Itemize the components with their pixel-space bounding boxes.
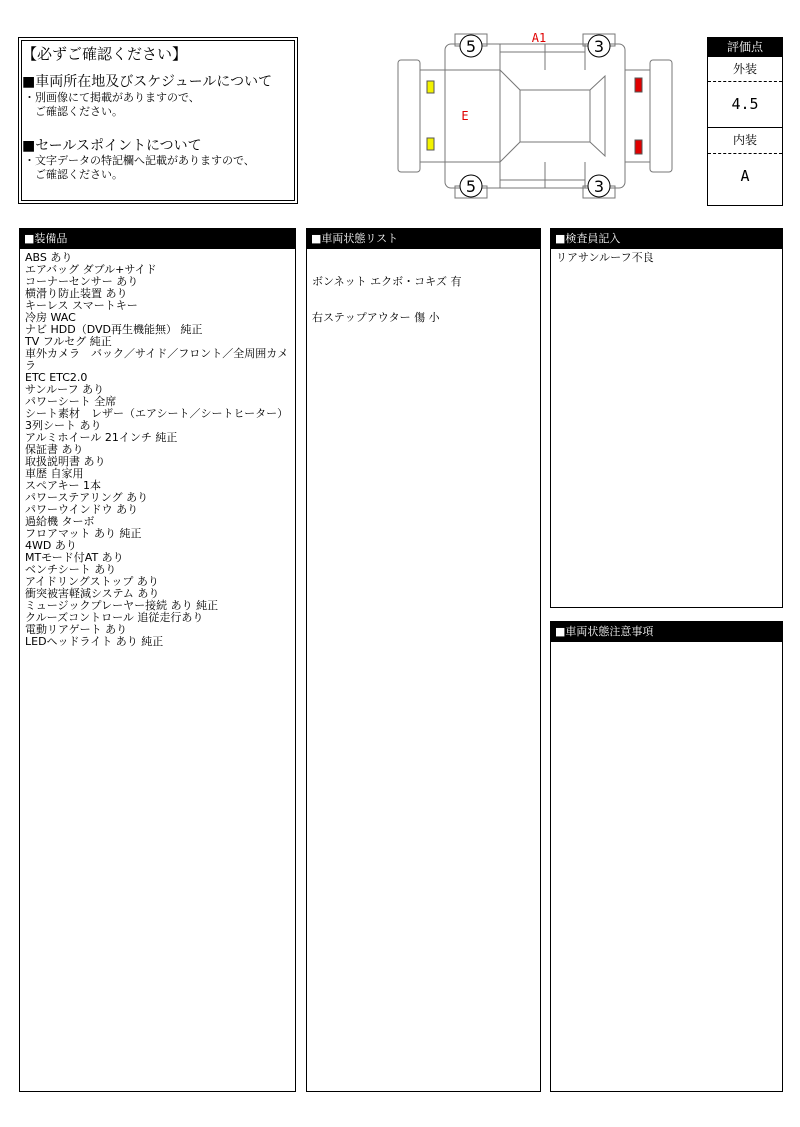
hood-outline xyxy=(445,70,500,162)
equipment-item: 電動リアゲート あり xyxy=(25,623,128,636)
equipment-item: シート素材 レザー（エアシート／シートヒーター） xyxy=(25,407,289,420)
equipment-item: ABS あり xyxy=(25,251,73,264)
tire-depth-bottom-right-value: 3 xyxy=(593,177,605,196)
car-diagram xyxy=(395,28,675,204)
notes-text xyxy=(551,642,782,645)
equipment-item: 4WD あり xyxy=(25,539,77,552)
exterior-value: 4.5 xyxy=(731,95,759,113)
equipment-panel xyxy=(19,228,296,1092)
condition-list-header: ■車両状態リスト xyxy=(307,229,540,249)
equipment-item: アイドリングストップ あり xyxy=(25,575,159,588)
equipment-item: ミュージックプレーヤー接続 あり 純正 xyxy=(25,599,219,612)
equipment-list xyxy=(20,249,295,648)
notice-section1-line2: ご確認ください。 xyxy=(24,105,123,118)
equipment-item: 車歴 自家用 xyxy=(25,467,84,480)
condition-item: 右ステップアウター 傷 小 xyxy=(312,311,440,324)
exterior-label: 外装 xyxy=(708,57,782,82)
notice-section1-line1: ・別画像にて掲載がありますので、 xyxy=(24,91,200,104)
headlight-bottom xyxy=(427,138,434,150)
notice-section2-line1: ・文字データの特記欄へ記載がありますので、 xyxy=(24,154,255,167)
equipment-item: パワーシート 全席 xyxy=(25,395,117,408)
notice-section1-title: ■車両所在地及びスケジュールについて xyxy=(22,74,273,90)
notice-section2-title: ■セールスポイントについて xyxy=(22,138,202,154)
inspector-text: リアサンルーフ不良 xyxy=(556,251,654,264)
condition-list-panel xyxy=(306,228,541,1092)
tire-depth-bottom-left-value: 5 xyxy=(465,177,477,196)
interior-value: A xyxy=(740,167,750,185)
equipment-item: MTモード付AT あり xyxy=(25,551,124,564)
car-body-outline xyxy=(445,44,625,188)
equipment-item: パワーウインドウ あり xyxy=(25,503,139,516)
equipment-item: 保証書 あり xyxy=(25,443,84,456)
equipment-item: コーナーセンサー あり xyxy=(25,275,139,288)
notice-section2-line2: ご確認ください。 xyxy=(24,168,123,181)
inspector-header: ■検査員記入 xyxy=(551,229,782,249)
equipment-item: ベンチシート あり xyxy=(25,563,117,576)
rear-window-outline xyxy=(590,76,605,156)
notes-panel xyxy=(550,621,783,1092)
taillight-top xyxy=(635,78,642,92)
notes-header: ■車両状態注意事項 xyxy=(551,622,782,642)
equipment-item: 過給機 ターボ xyxy=(25,515,95,528)
equipment-item: 衝突被害軽減システム あり xyxy=(25,587,160,600)
inspector-panel xyxy=(550,228,783,608)
tire-depth-top-left-value: 5 xyxy=(465,37,477,56)
grade-header: 評価点 xyxy=(708,38,782,57)
equipment-item: サンルーフ あり xyxy=(25,383,105,396)
grade-box xyxy=(707,37,783,206)
front-bumper-outline xyxy=(398,60,420,172)
equipment-item: クルーズコントロール 追従走行あり xyxy=(25,611,204,624)
windshield-outline xyxy=(500,70,520,162)
equipment-item: スペアキー 1本 xyxy=(25,479,102,492)
rear-bumper-outline xyxy=(650,60,672,172)
equipment-item: ナビ HDD（DVD再生機能無） 純正 xyxy=(25,323,203,336)
equipment-item: パワーステアリング あり xyxy=(25,491,149,504)
damage-mark-roof: A1 xyxy=(531,31,547,45)
equipment-header: ■装備品 xyxy=(20,229,295,249)
equipment-item: LEDヘッドライト あり 純正 xyxy=(25,635,164,648)
equipment-item: 取扱説明書 あり xyxy=(25,455,106,468)
roof-outline xyxy=(520,90,590,142)
headlight-top xyxy=(427,81,434,93)
equipment-item: アルミホイール 21インチ 純正 xyxy=(25,431,178,444)
equipment-item: 3列シート あり xyxy=(25,419,102,432)
equipment-item: 冷房 WAC xyxy=(25,311,76,324)
damage-mark-front: E xyxy=(461,109,469,123)
condition-item: ボンネット エクボ・コキズ 有 xyxy=(312,275,462,288)
equipment-item: 車外カメラ バック／サイド／フロント／全周囲カメラ xyxy=(25,347,289,372)
equipment-item: キーレス スマートキー xyxy=(25,299,138,312)
equipment-item: TV フルセグ 純正 xyxy=(25,335,112,348)
tire-depth-top-right-value: 3 xyxy=(593,37,605,56)
equipment-item: ETC ETC2.0 xyxy=(25,371,88,384)
interior-label: 内装 xyxy=(708,127,782,154)
taillight-bottom xyxy=(635,140,642,154)
equipment-item: フロアマット あり 純正 xyxy=(25,527,142,540)
notice-title: 【必ずご確認ください】 xyxy=(22,45,188,63)
notice-box xyxy=(18,37,298,204)
equipment-item: 横滑り防止装置 あり xyxy=(25,287,128,300)
equipment-item: エアバッグ ダブル+サイド xyxy=(25,263,157,276)
condition-list-body xyxy=(307,249,540,348)
